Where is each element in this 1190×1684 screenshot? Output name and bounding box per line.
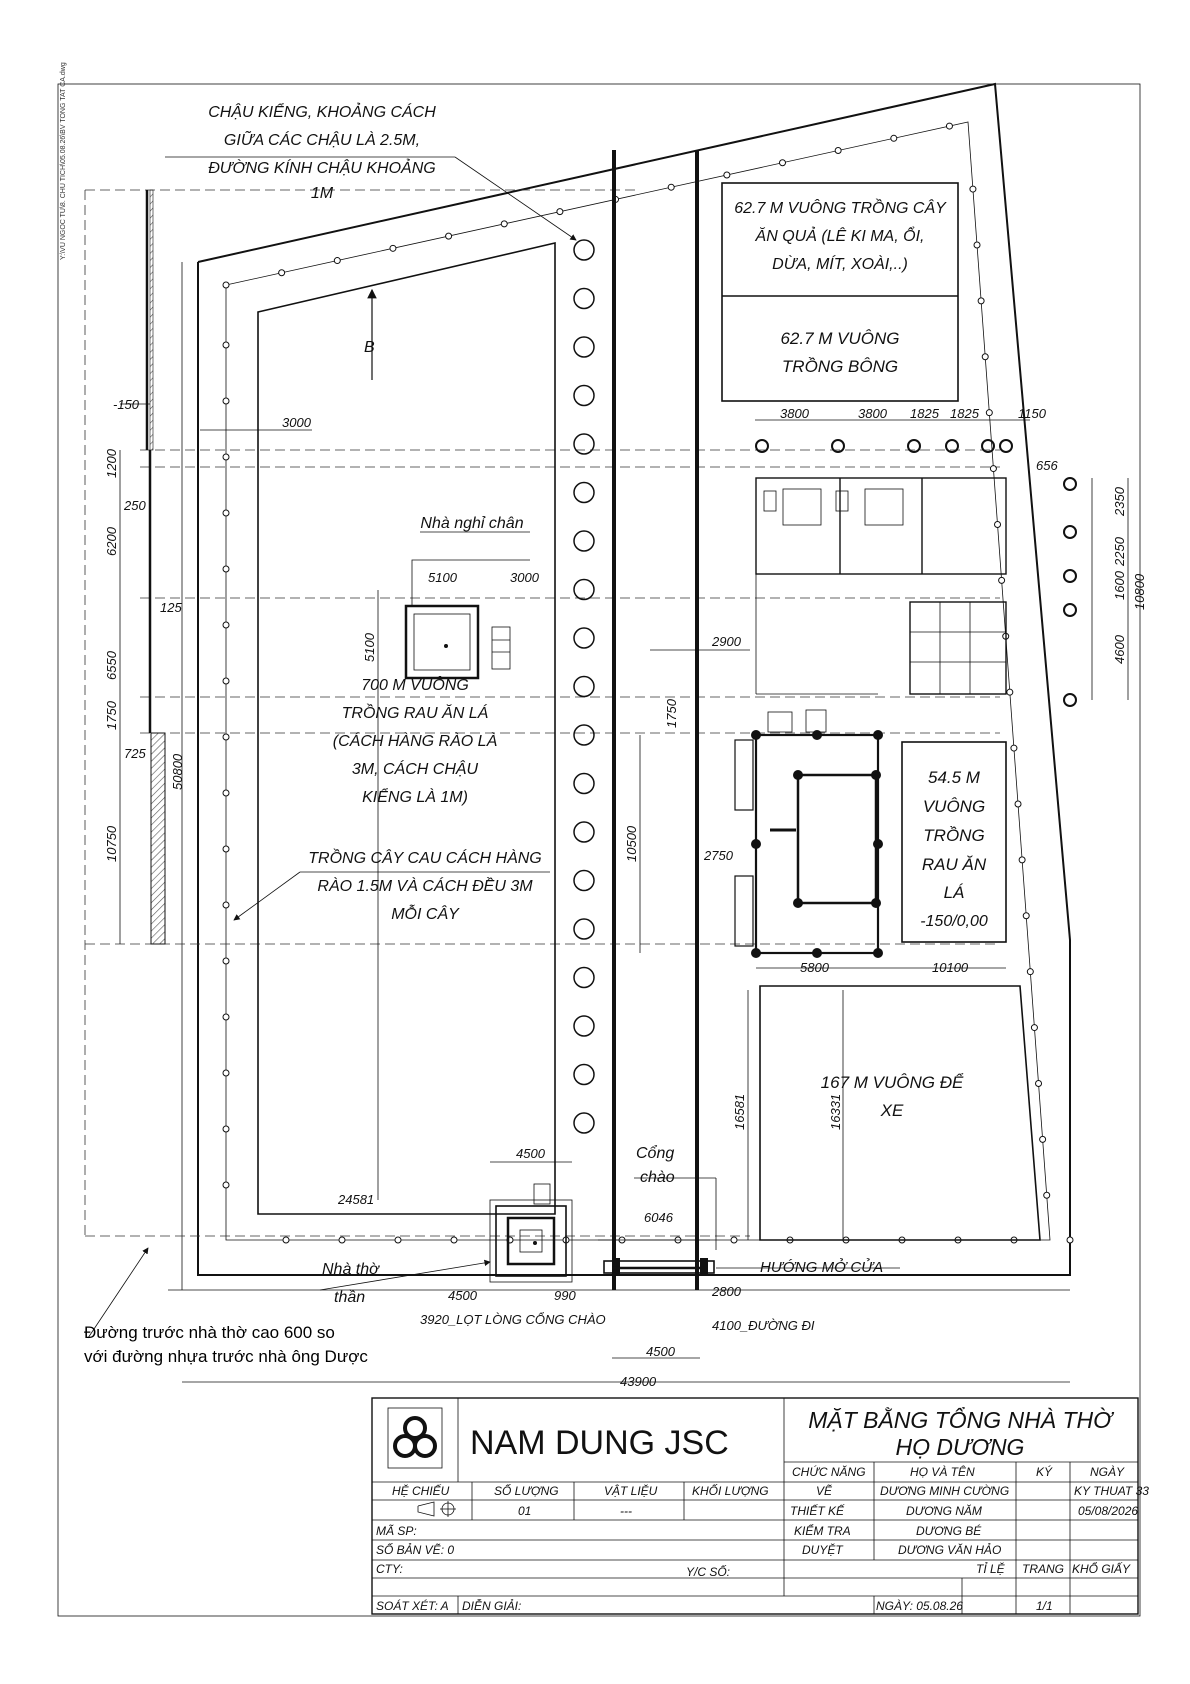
svg-text:1/1: 1/1 [1036, 1599, 1053, 1613]
fence-post [1019, 857, 1025, 863]
fence-post [223, 1182, 229, 1188]
temple-column [793, 898, 803, 908]
fence-post [283, 1237, 289, 1243]
right-vegetable-label [920, 768, 988, 930]
temple-column [871, 898, 881, 908]
temple-column [871, 770, 881, 780]
temple-column [873, 730, 883, 740]
svg-text:HỆ CHIẾU: HỆ CHIẾU [392, 1484, 450, 1498]
temple-column [873, 839, 883, 849]
svg-text:Đường trước nhà thờ cao 600 so: Đường trước nhà thờ cao 600 so [84, 1323, 335, 1342]
svg-text:62.7 M VUÔNG TRỒNG CÂY: 62.7 M VUÔNG TRỒNG CÂY [734, 200, 946, 217]
potted-plant [574, 725, 594, 745]
svg-text:VẼ: VẼ [816, 1484, 833, 1498]
drawing-title [808, 1406, 1115, 1460]
svg-text:990: 990 [554, 1288, 576, 1303]
tree-marker [1064, 526, 1076, 538]
svg-text:NGÀY: 05.08.26: NGÀY: 05.08.26 [876, 1599, 963, 1613]
svg-text:XE: XE [880, 1101, 904, 1120]
svg-text:6200: 6200 [104, 527, 119, 556]
svg-text:SỐ BẢN VẼ: 0: SỐ BẢN VẼ: 0 [376, 1543, 455, 1557]
spirit-shrine [490, 1184, 572, 1282]
fence-post [223, 678, 229, 684]
svg-text:16331: 16331 [828, 1093, 843, 1130]
potted-plant [574, 822, 594, 842]
svg-text:700 M VUÔNG: 700 M VUÔNG [361, 677, 469, 694]
svg-text:6046: 6046 [644, 1210, 673, 1225]
fence-post [780, 160, 786, 166]
svg-text:TRANG: TRANG [1022, 1562, 1064, 1576]
fence-post [223, 1014, 229, 1020]
svg-text:10100: 10100 [932, 960, 969, 975]
vegetables-label [333, 675, 497, 806]
svg-text:MÃ SP:: MÃ SP: [376, 1524, 417, 1538]
fence-post [982, 354, 988, 360]
fence-post [223, 1126, 229, 1132]
gate-clear-label: 3920_LỌT LÒNG CỔNG CHÀO [420, 1312, 606, 1327]
svg-text:10750: 10750 [104, 825, 119, 862]
fence-post [223, 958, 229, 964]
file-path-text: Y:\VU NGOC TU\8. CHU TICH\05.08.26\BV TONG TAT CA.dwg [60, 62, 67, 260]
svg-text:LÁ: LÁ [943, 883, 965, 902]
title-block-footer [376, 1524, 1131, 1613]
svg-text:SỐ LƯỢNG: SỐ LƯỢNG [494, 1484, 559, 1498]
svg-text:1825: 1825 [950, 406, 979, 421]
svg-text:2250: 2250 [1112, 537, 1127, 566]
vegetable-field-outline [258, 243, 555, 1214]
fence-post [946, 123, 952, 129]
fence-post [1036, 1080, 1042, 1086]
fence-post [223, 342, 229, 348]
door-direction-label: HƯỚNG MỞ CỬA [760, 1259, 884, 1276]
svg-text:2750: 2750 [704, 848, 733, 863]
svg-text:VUÔNG: VUÔNG [922, 797, 986, 816]
fence-post [395, 1237, 401, 1243]
road-lines [614, 150, 697, 1290]
fence-post [835, 148, 841, 154]
fence-post [978, 298, 984, 304]
svg-text:-150: -150 [113, 397, 140, 412]
road-note [84, 1323, 368, 1366]
potted-plant [574, 919, 594, 939]
temple-columns [751, 440, 1076, 958]
fence-post [970, 186, 976, 192]
fence-post [557, 209, 563, 215]
fence-post [999, 577, 1005, 583]
gate-label [636, 1144, 675, 1186]
rest-house-label: Nhà nghỉ chân [420, 515, 524, 532]
fence-post [446, 233, 452, 239]
site-boundary [168, 84, 1070, 1290]
svg-text:4500: 4500 [646, 1344, 675, 1359]
svg-text:16581: 16581 [732, 1093, 747, 1130]
svg-text:62.7 M VUÔNG: 62.7 M VUÔNG [780, 329, 900, 348]
svg-text:2900: 2900 [712, 634, 741, 649]
fence-post [724, 172, 730, 178]
fence-post [668, 184, 674, 190]
svg-text:(CÁCH HÀNG RÀO LÀ: (CÁCH HÀNG RÀO LÀ [332, 733, 498, 750]
svg-text:KHỔ GIẤY: KHỔ GIẤY [1072, 1562, 1131, 1576]
fence-post [223, 790, 229, 796]
svg-text:4500: 4500 [448, 1288, 477, 1303]
svg-text:TRỒNG: TRỒNG [923, 826, 985, 845]
potted-plant [574, 580, 594, 600]
svg-text:NGÀY: NGÀY [1090, 1465, 1125, 1479]
svg-text:6550: 6550 [104, 651, 119, 680]
svg-text:1750: 1750 [664, 699, 679, 728]
potted-plant [574, 774, 594, 794]
potted-plant [574, 240, 594, 260]
temple-column [751, 839, 761, 849]
svg-text:TRỒNG RAU ĂN LÁ: TRỒNG RAU ĂN LÁ [341, 705, 489, 722]
svg-text:5100: 5100 [362, 633, 377, 662]
fence-post [1044, 1192, 1050, 1198]
svg-text:MỖI CÂY: MỖI CÂY [391, 906, 459, 923]
fence-post [223, 454, 229, 460]
temple-column [873, 948, 883, 958]
fence-post [223, 398, 229, 404]
svg-text:TỈ LỆ: TỈ LỆ [976, 1562, 1005, 1576]
svg-text:CTY:: CTY: [376, 1562, 403, 1576]
svg-text:RAU ĂN: RAU ĂN [921, 855, 987, 874]
svg-text:KIỂNG LÀ 1M): KIỂNG LÀ 1M) [362, 789, 468, 806]
svg-text:1150: 1150 [1018, 406, 1046, 421]
fence-post [1031, 1025, 1037, 1031]
svg-text:TRỒNG BÔNG: TRỒNG BÔNG [781, 357, 899, 376]
fence-post [1040, 1136, 1046, 1142]
fence-post [986, 410, 992, 416]
temple-column [812, 948, 822, 958]
svg-text:---: --- [620, 1504, 632, 1518]
company-name: NAM DUNG JSC [470, 1424, 729, 1462]
svg-text:1200: 1200 [104, 449, 119, 478]
svg-text:3M, CÁCH CHẬU: 3M, CÁCH CHẬU [351, 761, 479, 778]
svg-text:DƯƠNG VĂN HẢO: DƯƠNG VĂN HẢO [898, 1543, 1002, 1557]
svg-text:THIẾT KẾ: THIẾT KẾ [790, 1504, 845, 1518]
svg-text:DƯƠNG MINH CƯỜNG: DƯƠNG MINH CƯỜNG [880, 1484, 1010, 1498]
fence-post [223, 510, 229, 516]
walkway-label: 4100_ĐƯỜNG ĐI [712, 1318, 815, 1333]
tree-marker [1064, 604, 1076, 616]
left-wall-section [120, 190, 165, 944]
svg-text:GIỮA CÁC CHẬU LÀ 2.5M,: GIỮA CÁC CHẬU LÀ 2.5M, [223, 132, 421, 149]
fence-post [990, 466, 996, 472]
svg-text:10500: 10500 [624, 825, 639, 862]
svg-text:4600: 4600 [1112, 635, 1127, 664]
svg-text:Nhà thờ: Nhà thờ [322, 1261, 379, 1278]
fence-post [1007, 689, 1013, 695]
svg-text:TRỒNG CÂY CAU CÁCH HÀNG: TRỒNG CÂY CAU CÁCH HÀNG [308, 850, 542, 867]
areca-label [308, 848, 542, 923]
pots-note [208, 102, 436, 202]
projection-symbol [418, 1501, 456, 1517]
svg-text:KY THUAT 33: KY THUAT 33 [1074, 1484, 1149, 1498]
svg-text:10800: 10800 [1132, 573, 1147, 610]
svg-text:VẬT LIỆU: VẬT LIỆU [604, 1484, 658, 1498]
svg-text:Y/C SỐ:: Y/C SỐ: [686, 1565, 731, 1579]
svg-text:DƯƠNG NĂM: DƯƠNG NĂM [906, 1504, 982, 1518]
svg-text:HỌ DƯƠNG: HỌ DƯƠNG [895, 1434, 1025, 1460]
fence-post [1067, 1237, 1073, 1243]
svg-text:ĂN QUẢ (LÊ KI MA, ỔI,: ĂN QUẢ (LÊ KI MA, ỔI, [755, 228, 925, 245]
svg-text:Cổng: Cổng [636, 1145, 675, 1162]
svg-text:KIỂM TRA: KIỂM TRA [794, 1524, 851, 1538]
fence-post [223, 846, 229, 852]
fence-post [223, 734, 229, 740]
svg-text:3800: 3800 [780, 406, 809, 421]
svg-text:-150/0,00: -150/0,00 [920, 913, 988, 930]
svg-text:thần: thần [334, 1289, 366, 1306]
fence-post [390, 245, 396, 251]
svg-text:chào: chào [640, 1169, 675, 1186]
svg-text:4500: 4500 [516, 1146, 545, 1161]
fence-post [223, 282, 229, 288]
svg-text:1825: 1825 [910, 406, 939, 421]
svg-text:01: 01 [518, 1504, 532, 1518]
potted-plant-column [574, 240, 594, 1133]
svg-text:1750: 1750 [104, 701, 119, 730]
potted-plant [574, 1016, 594, 1036]
svg-text:RÀO 1.5M VÀ CÁCH ĐỀU 3M: RÀO 1.5M VÀ CÁCH ĐỀU 3M [317, 878, 533, 895]
temple-column [812, 730, 822, 740]
svg-text:3000: 3000 [282, 415, 311, 430]
potted-plant [574, 677, 594, 697]
svg-text:CHỨC NĂNG: CHỨC NĂNG [792, 1465, 866, 1479]
svg-text:1600: 1600 [1112, 571, 1127, 600]
svg-text:125: 125 [160, 600, 182, 615]
company-logo [388, 1408, 442, 1468]
potted-plant [574, 871, 594, 891]
svg-text:2350: 2350 [1112, 487, 1127, 516]
potted-plant [574, 628, 594, 648]
fence-post [1023, 913, 1029, 919]
potted-plant [574, 1113, 594, 1133]
title-block-headers [392, 1464, 1125, 1518]
svg-text:KÝ: KÝ [1036, 1465, 1053, 1479]
fence-post [1027, 969, 1033, 975]
potted-plant [574, 337, 594, 357]
fence-post [1015, 801, 1021, 807]
fence-post [1011, 745, 1017, 751]
svg-text:656: 656 [1036, 458, 1058, 473]
fence-post [731, 1237, 737, 1243]
shrine-label [322, 1261, 380, 1306]
fruit-trees-label [734, 198, 947, 273]
svg-text:3800: 3800 [858, 406, 887, 421]
flowers-label [780, 329, 899, 376]
temple-column [751, 948, 761, 958]
svg-text:725: 725 [124, 746, 146, 761]
svg-text:50800: 50800 [170, 753, 185, 790]
tree-marker [1064, 570, 1076, 582]
sheet-border [58, 84, 1140, 1616]
temple-column [751, 730, 761, 740]
fence-post [223, 1070, 229, 1076]
temple-column [793, 770, 803, 780]
svg-text:43900: 43900 [620, 1374, 657, 1389]
fence-post [223, 566, 229, 572]
tree-marker [1064, 694, 1076, 706]
fence-post [974, 242, 980, 248]
rooms-block [756, 478, 1006, 694]
potted-plant [574, 1065, 594, 1085]
svg-text:2800: 2800 [712, 1284, 741, 1299]
svg-text:DIỄN GIẢI:: DIỄN GIẢI: [462, 1599, 522, 1613]
north-arrow [364, 290, 375, 380]
tree-marker [1064, 478, 1076, 490]
svg-text:250: 250 [124, 498, 146, 513]
svg-text:05/08/2026: 05/08/2026 [1078, 1504, 1139, 1518]
fence-post [451, 1237, 457, 1243]
svg-text:3000: 3000 [510, 570, 539, 585]
fence-post [223, 622, 229, 628]
svg-text:DUYỆT: DUYỆT [802, 1543, 843, 1557]
fence-post [501, 221, 507, 227]
tree-marker [1000, 440, 1012, 452]
potted-plant [574, 968, 594, 988]
svg-text:với đường nhựa trước nhà ông D: với đường nhựa trước nhà ông Dược [84, 1347, 368, 1366]
svg-text:5100: 5100 [428, 570, 457, 585]
svg-text:ĐƯỜNG KÍNH CHẬU KHOẢNG: ĐƯỜNG KÍNH CHẬU KHOẢNG [208, 160, 436, 177]
svg-text:1M: 1M [310, 185, 334, 202]
fence-post [995, 521, 1001, 527]
potted-plant [574, 483, 594, 503]
gate [604, 1258, 714, 1276]
fence-post [223, 902, 229, 908]
temple-building [735, 710, 878, 953]
svg-text:MẶT BẰNG TỔNG NHÀ THỜ: MẶT BẰNG TỔNG NHÀ THỜ [808, 1407, 1112, 1433]
svg-text:167 M VUÔNG ĐỂ: 167 M VUÔNG ĐỂ [820, 1073, 964, 1092]
fence-post [334, 258, 340, 264]
svg-text:DỪA, MÍT, XOÀI,..): DỪA, MÍT, XOÀI,..) [772, 256, 908, 273]
fence-post [339, 1237, 345, 1243]
potted-plant [574, 386, 594, 406]
fence-post [891, 135, 897, 141]
potted-plant [574, 434, 594, 454]
svg-text:SOÁT XÉT: A: SOÁT XÉT: A [376, 1599, 449, 1613]
svg-text:54.5 M: 54.5 M [928, 768, 980, 787]
svg-text:CHẬU KIỂNG, KHOẢNG CÁCH: CHẬU KIỂNG, KHOẢNG CÁCH [208, 104, 436, 121]
svg-text:B: B [364, 339, 375, 356]
svg-text:DƯƠNG BÉ: DƯƠNG BÉ [916, 1524, 982, 1538]
potted-plant [574, 289, 594, 309]
svg-text:24581: 24581 [338, 1192, 375, 1207]
potted-plant [574, 531, 594, 551]
svg-text:5800: 5800 [800, 960, 829, 975]
svg-text:KHỐI LƯỢNG: KHỐI LƯỢNG [692, 1484, 769, 1498]
svg-text:HỌ VÀ TÊN: HỌ VÀ TÊN [910, 1465, 975, 1479]
fence-post [279, 270, 285, 276]
